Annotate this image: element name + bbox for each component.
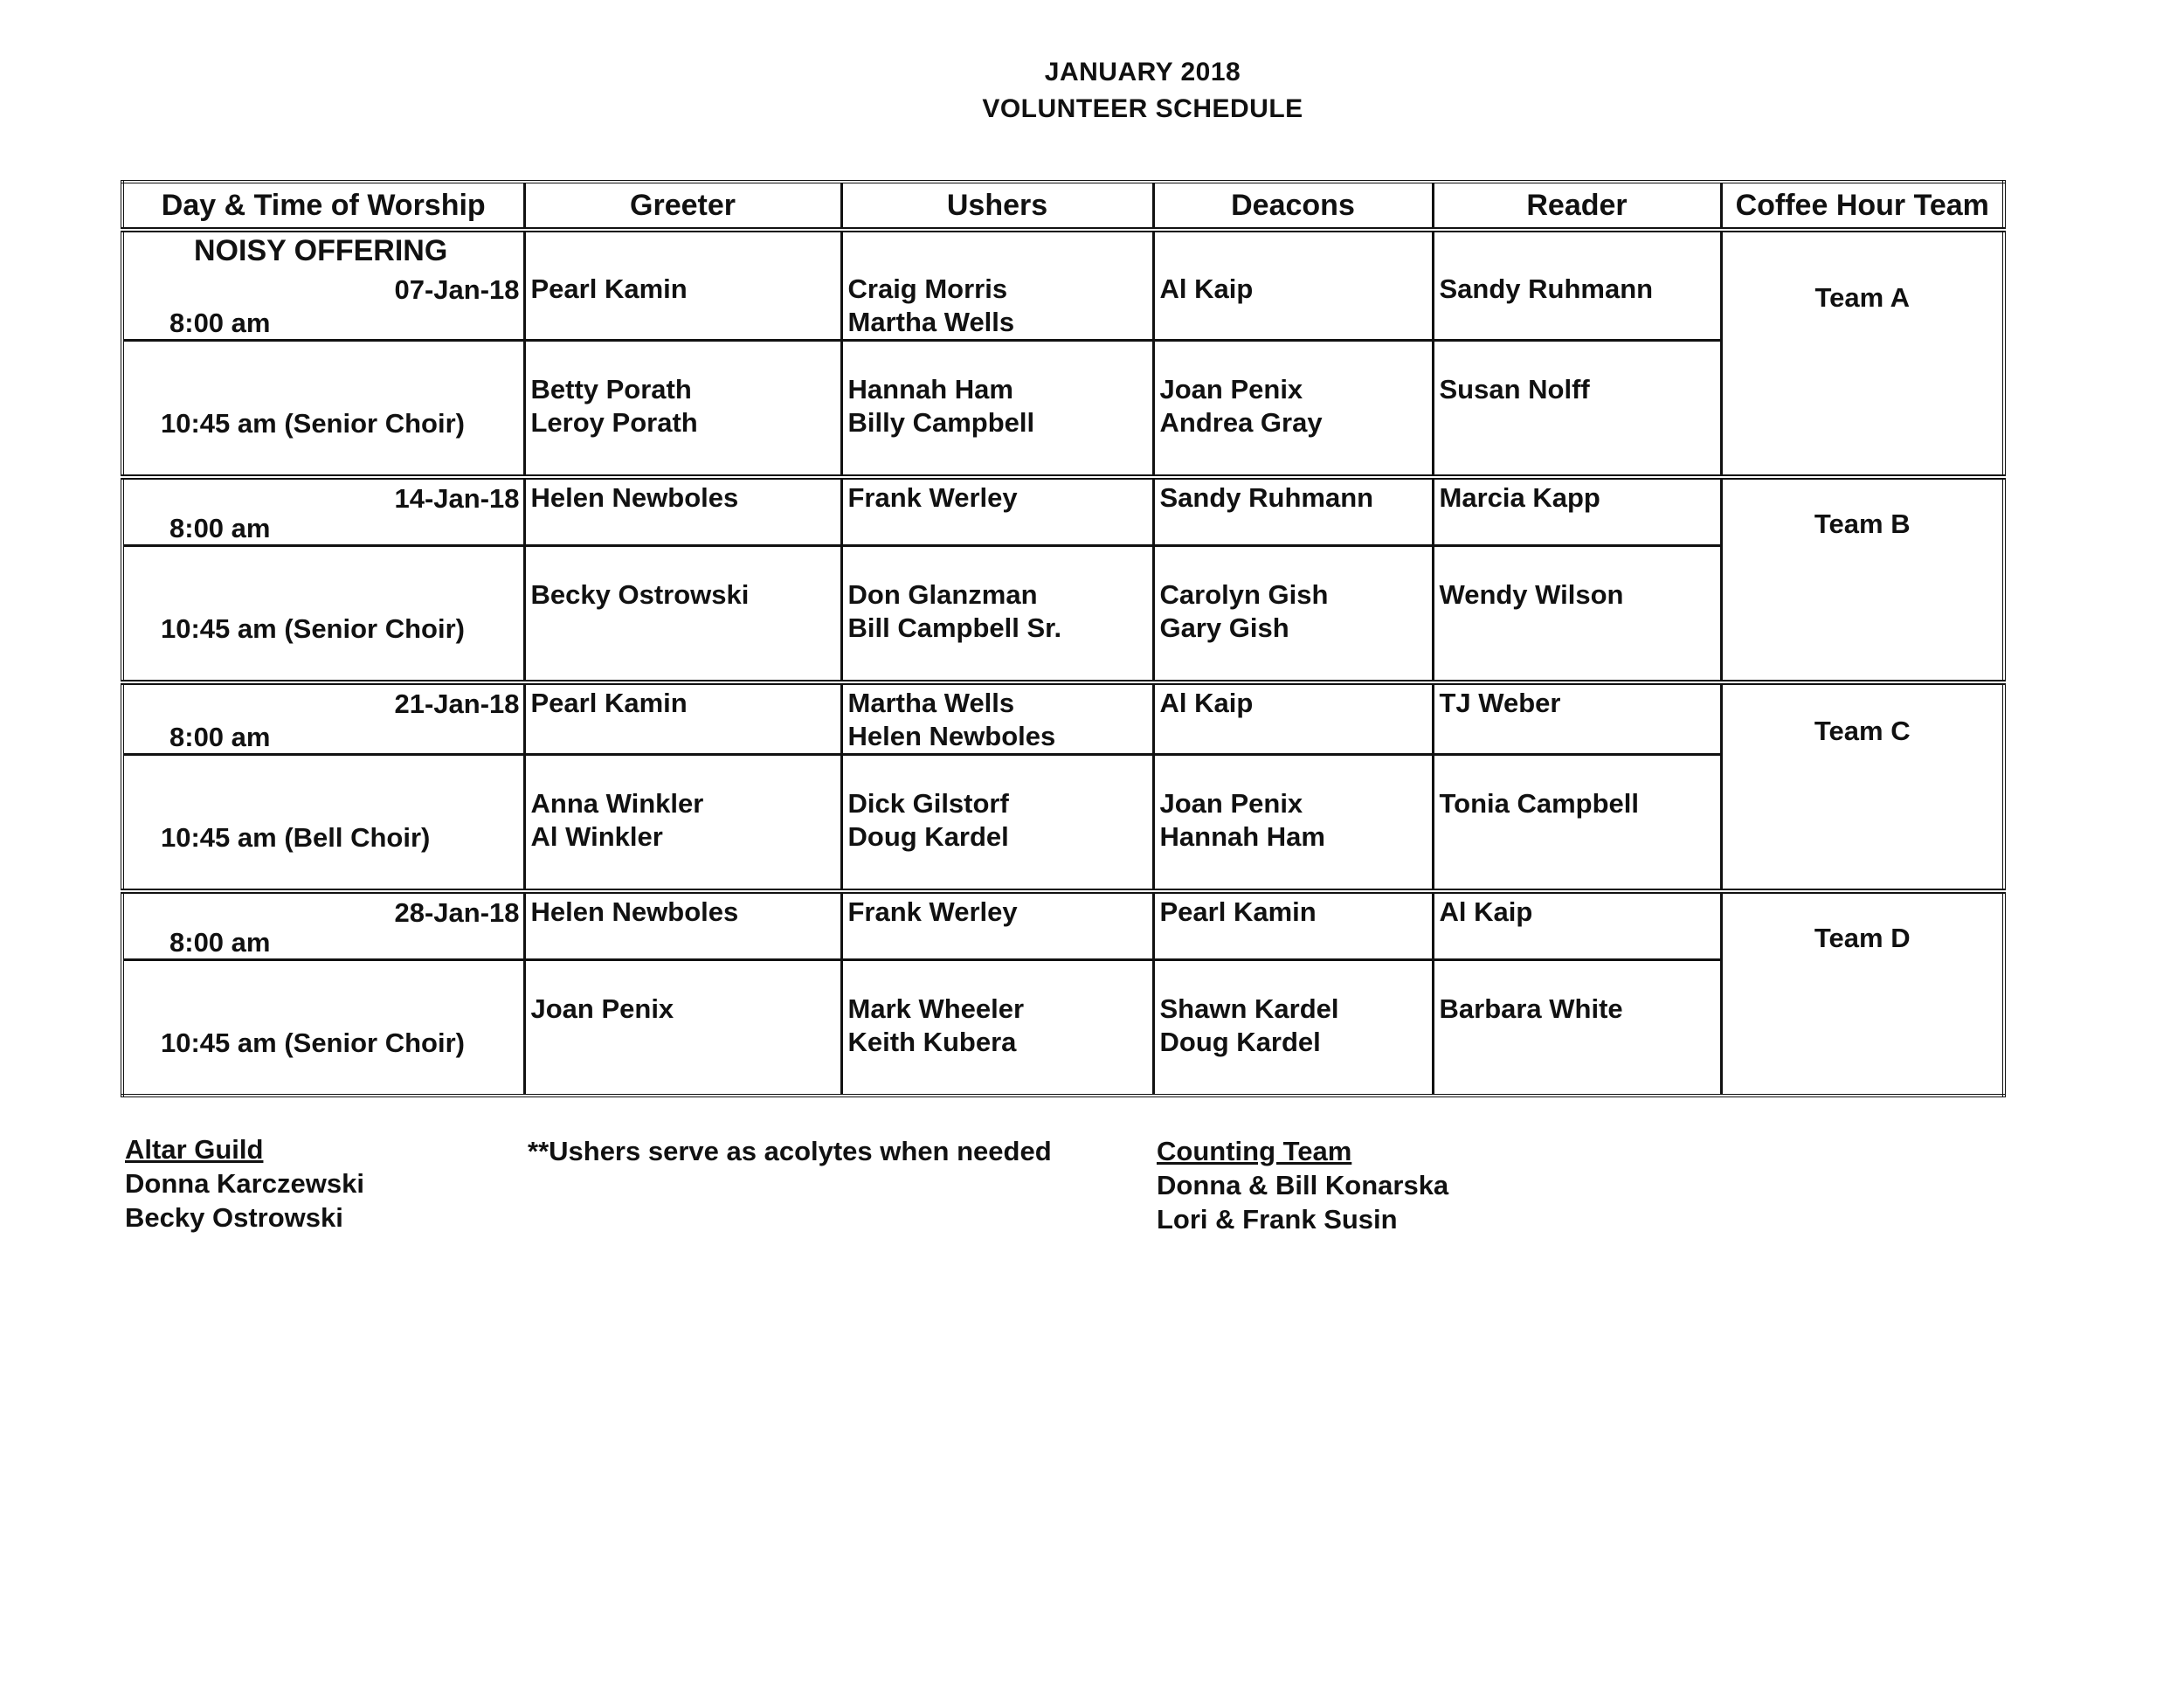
service-date: 21-Jan-18: [394, 688, 520, 719]
schedule-month-title: JANUARY 2018: [1044, 58, 1241, 86]
volunteer-name: Sandy Ruhmann: [1159, 482, 1374, 513]
volunteer-name: TJ Weber: [1439, 688, 1561, 718]
deacons-cell: [1153, 682, 1433, 755]
service-row-early: [122, 682, 2004, 755]
volunteer-name: Andrea Gray: [1159, 407, 1323, 438]
volunteer-name: Al Kaip: [1439, 896, 1533, 927]
volunteer-name: Barbara White: [1439, 993, 1623, 1024]
service-date: 07-Jan-18: [394, 274, 520, 305]
volunteer-name: Martha Wells: [847, 307, 1015, 337]
volunteer-name: Al Kaip: [1159, 273, 1254, 304]
altar-guild-heading: Altar Guild: [125, 1134, 264, 1165]
service-time: 8:00 am: [169, 513, 271, 543]
service-date: 14-Jan-18: [394, 483, 520, 514]
volunteer-name: Al Winkler: [530, 821, 663, 852]
coffee-team-label: Team C: [1814, 715, 1911, 746]
deacons-cell: [1153, 477, 1433, 546]
volunteer-name: Hannah Ham: [1159, 821, 1325, 852]
service-time: 10:45 am (Senior Choir): [161, 1027, 465, 1058]
ushers-cell: [841, 891, 1153, 960]
altar-guild-name: Donna Karczewski: [125, 1168, 364, 1199]
day-time-cell: [122, 477, 524, 546]
deacons-cell: [1153, 891, 1433, 960]
volunteer-name: Mark Wheeler: [847, 993, 1025, 1024]
day-time-cell: [122, 546, 524, 683]
coffee-team-cell: [1721, 682, 2004, 891]
reader-cell: [1433, 546, 1721, 683]
day-time-cell: [122, 960, 524, 1097]
ushers-cell: [841, 230, 1153, 341]
volunteer-name: Frank Werley: [847, 896, 1018, 927]
volunteer-name: Martha Wells: [847, 688, 1015, 718]
volunteer-name: Joan Penix: [1159, 788, 1303, 819]
volunteer-name: Helen Newboles: [530, 896, 739, 927]
volunteer-name: Al Kaip: [1159, 688, 1254, 718]
volunteer-name: Pearl Kamin: [530, 273, 688, 304]
noisy-offering-label: NOISY OFFERING: [194, 234, 448, 267]
coffee-team-cell: [1721, 477, 2004, 682]
deacons-cell: [1153, 546, 1433, 683]
day-time-cell: [122, 755, 524, 892]
coffee-team-label: Team D: [1814, 922, 1911, 953]
deacons-cell: [1153, 960, 1433, 1097]
volunteer-name: Tonia Campbell: [1439, 788, 1640, 819]
service-time: 8:00 am: [169, 308, 271, 338]
volunteer-name: Don Glanzman: [847, 579, 1038, 610]
volunteer-name: Carolyn Gish: [1159, 579, 1329, 610]
volunteer-name: Hannah Ham: [847, 374, 1013, 405]
volunteer-schedule-table: [121, 180, 2006, 1097]
volunteer-name: Bill Campbell Sr.: [847, 612, 1062, 643]
ushers-cell: [841, 546, 1153, 683]
coffee-team-cell: [1721, 230, 2004, 477]
volunteer-name: Anna Winkler: [530, 788, 704, 819]
reader-cell: [1433, 477, 1721, 546]
col-header-deacons: Deacons: [1153, 182, 1433, 230]
schedule-body: [122, 230, 2004, 1096]
coffee-team-label: Team A: [1814, 281, 1911, 313]
greeter-cell: [524, 682, 841, 755]
greeter-cell: [524, 755, 841, 892]
volunteer-name: Keith Kubera: [847, 1027, 1017, 1057]
reader-cell: [1433, 960, 1721, 1097]
reader-cell: [1433, 230, 1721, 341]
volunteer-name: Gary Gish: [1159, 612, 1289, 643]
greeter-cell: [524, 891, 841, 960]
service-row-early: [122, 230, 2004, 341]
reader-cell: [1433, 341, 1721, 478]
schedule-title: VOLUNTEER SCHEDULE: [982, 94, 1303, 123]
volunteer-name: Doug Kardel: [847, 821, 1009, 852]
greeter-cell: [524, 341, 841, 478]
deacons-cell: [1153, 755, 1433, 892]
volunteer-name: Doug Kardel: [1159, 1027, 1321, 1057]
greeter-cell: [524, 477, 841, 546]
volunteer-name: Helen Newboles: [530, 482, 739, 513]
altar-guild-name: Becky Ostrowski: [125, 1202, 343, 1233]
day-time-cell: [122, 682, 524, 755]
volunteer-name: Leroy Porath: [530, 407, 698, 438]
day-time-cell: [122, 891, 524, 960]
volunteer-name: Billy Campbell: [847, 407, 1035, 438]
ushers-cell: [841, 477, 1153, 546]
service-time: 8:00 am: [169, 927, 271, 958]
volunteer-name: Susan Nolff: [1439, 374, 1590, 405]
service-time: 8:00 am: [169, 722, 271, 752]
volunteer-name: Frank Werley: [847, 482, 1018, 513]
header-row: [122, 182, 2004, 230]
altar-guild-block: [125, 1132, 364, 1235]
volunteer-name: Wendy Wilson: [1439, 579, 1624, 610]
ushers-note: **Ushers serve as acolytes when needed: [528, 1136, 1052, 1166]
col-header-coffee-team: Coffee Hour Team: [1721, 182, 2004, 230]
volunteer-name: Pearl Kamin: [1159, 896, 1317, 927]
service-row-early: [122, 891, 2004, 960]
col-header-day-time: Day & Time of Worship: [122, 182, 524, 230]
service-date: 28-Jan-18: [394, 897, 520, 928]
ushers-cell: [841, 755, 1153, 892]
counting-team-heading: Counting Team: [1157, 1136, 1352, 1166]
day-time-cell: [122, 230, 524, 341]
ushers-cell: [841, 960, 1153, 1097]
coffee-team-cell: [1721, 891, 2004, 1096]
day-time-cell: [122, 341, 524, 478]
col-header-greeter: Greeter: [524, 182, 841, 230]
greeter-cell: [524, 546, 841, 683]
volunteer-name: Joan Penix: [1159, 374, 1303, 405]
greeter-cell: [524, 960, 841, 1097]
counting-team-name: Donna & Bill Konarska: [1157, 1170, 1449, 1200]
col-header-ushers: Ushers: [841, 182, 1153, 230]
reader-cell: [1433, 755, 1721, 892]
deacons-cell: [1153, 341, 1433, 478]
coffee-team-label: Team B: [1814, 508, 1911, 539]
volunteer-name: Betty Porath: [530, 374, 692, 405]
volunteer-name: Sandy Ruhmann: [1439, 273, 1654, 304]
counting-team-block: [1157, 1134, 1448, 1236]
ushers-cell: [841, 682, 1153, 755]
service-row-early: [122, 477, 2004, 546]
volunteer-name: Craig Morris: [847, 273, 1008, 304]
volunteer-name: Helen Newboles: [847, 721, 1056, 751]
col-header-reader: Reader: [1433, 182, 1721, 230]
volunteer-name: Pearl Kamin: [530, 688, 688, 718]
counting-team-name: Lori & Frank Susin: [1157, 1204, 1398, 1235]
volunteer-name: Shawn Kardel: [1159, 993, 1339, 1024]
volunteer-name: Joan Penix: [530, 993, 674, 1024]
volunteer-name: Marcia Kapp: [1439, 482, 1600, 513]
deacons-cell: [1153, 230, 1433, 341]
volunteer-name: Dick Gilstorf: [847, 788, 1009, 819]
service-time: 10:45 am (Senior Choir): [161, 613, 465, 644]
service-time: 10:45 am (Bell Choir): [161, 822, 431, 853]
service-time: 10:45 am (Senior Choir): [161, 408, 465, 439]
greeter-cell: [524, 230, 841, 341]
reader-cell: [1433, 682, 1721, 755]
volunteer-name: Becky Ostrowski: [530, 579, 750, 610]
ushers-cell: [841, 341, 1153, 478]
reader-cell: [1433, 891, 1721, 960]
